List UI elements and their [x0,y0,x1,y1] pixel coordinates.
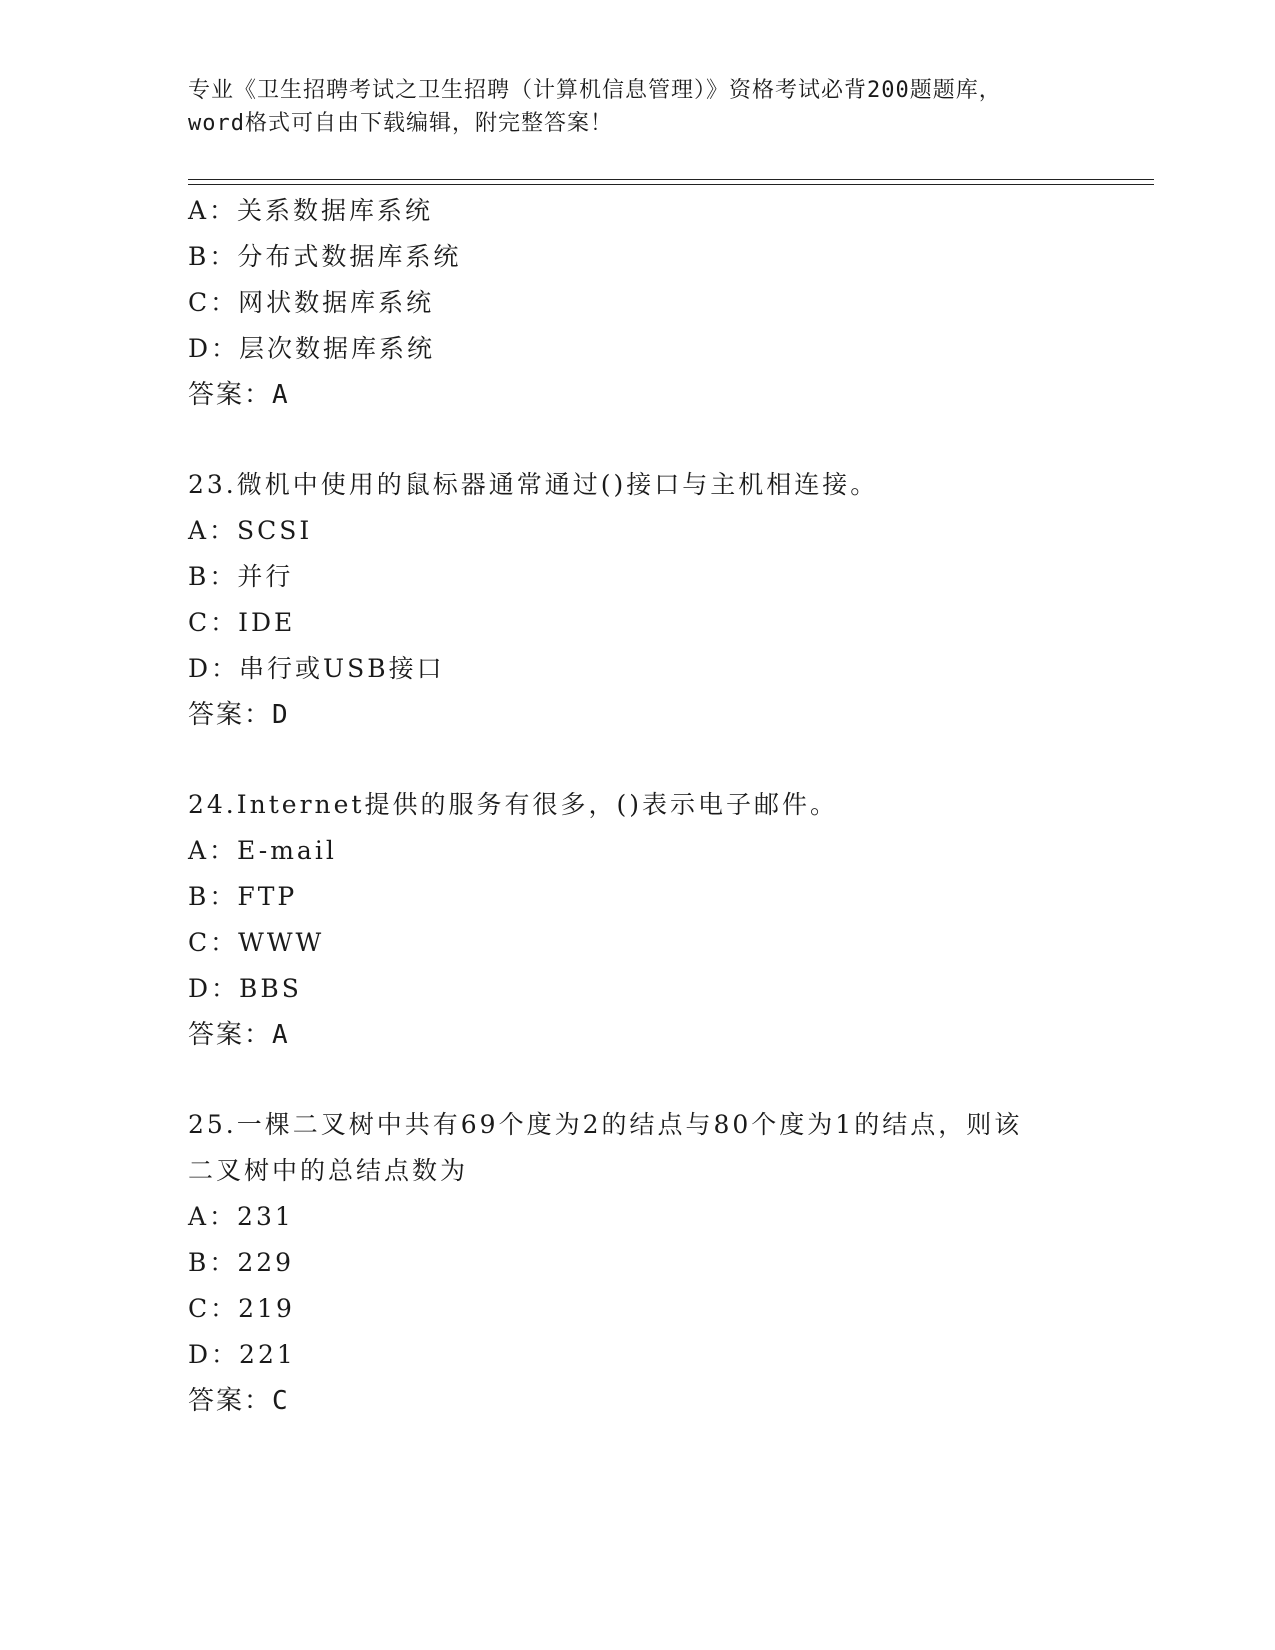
option-d: D：BBS [188,974,302,1003]
answer-line: 答案：A [188,380,290,410]
option-d: D：221 [188,1340,296,1369]
option-b: B：并行 [188,562,294,591]
question-22-block [188,188,1088,418]
option-b: B：229 [188,1248,295,1277]
question-text: 24.Internet提供的服务有很多，()表示电子邮件。 [188,790,838,819]
answer-line: 答案：C [188,1386,290,1416]
option-a: A：E-mail [188,836,337,865]
option-d: D：层次数据库系统 [188,334,436,363]
header-line-2: word格式可自由下载编辑，附完整答案！ [188,111,613,136]
option-c: C：网状数据库系统 [188,288,435,317]
document-header [188,74,1088,140]
question-24-block [188,782,1088,1058]
header-line-1: 专业《卫生招聘考试之卫生招聘（计算机信息管理）》资格考试必背200题题库， [188,78,1002,103]
header-divider-top [188,179,1154,180]
question-text: 23.微机中使用的鼠标器通常通过()接口与主机相连接。 [188,470,879,499]
question-text-line-1: 25.一棵二叉树中共有69个度为2的结点与80个度为1的结点，则该 [188,1110,1023,1139]
option-a: A：231 [188,1202,294,1231]
question-text-line-2: 二叉树中的总结点数为 [188,1156,469,1185]
question-23-block [188,462,1088,738]
option-c: C：219 [188,1294,295,1323]
option-c: C：IDE [188,608,296,637]
answer-line: 答案：D [188,700,290,730]
option-b: B：FTP [188,882,298,911]
question-25-block [188,1102,1088,1424]
question-list [188,188,1088,1424]
option-a: A：关系数据库系统 [188,196,434,225]
header-divider-bottom [188,184,1154,185]
option-a: A：SCSI [188,516,313,545]
option-d: D：串行或USB接口 [188,654,445,683]
option-c: C：WWW [188,928,325,957]
option-b: B：分布式数据库系统 [188,242,462,271]
answer-line: 答案：A [188,1020,290,1050]
